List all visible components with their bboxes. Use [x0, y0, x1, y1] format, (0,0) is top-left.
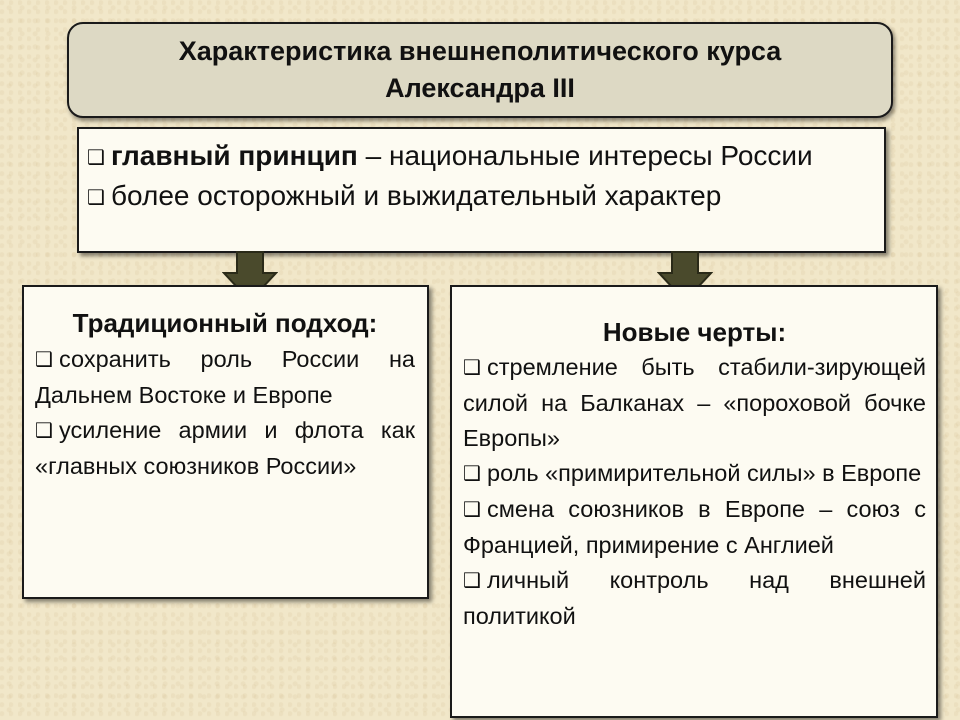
title-line-2: Александра III [385, 73, 575, 103]
title-line-1: Характеристика внешнеполитического курса [178, 36, 782, 66]
principle-box [77, 127, 886, 253]
traditional-item [35, 342, 415, 413]
new-features-item-text: стремление быть стабили-зирующей силой на Балканах – «пороховой бочке Европы» [463, 354, 926, 451]
checkbox-square-icon: ❑ [87, 187, 105, 209]
page-title [179, 33, 782, 107]
principle-item [87, 137, 874, 177]
principle-item-text: более осторожный и выжидательный характер [111, 180, 722, 211]
checkbox-square-icon: ❑ [35, 349, 53, 371]
new-features-item [463, 492, 926, 563]
checkbox-square-icon: ❑ [463, 499, 481, 521]
principle-item-text: – национальные интересы России [357, 140, 813, 171]
new-features-item-text: роль «примирительной силы» в Европе [487, 460, 922, 486]
new-features-box [450, 285, 938, 718]
new-features-item [463, 563, 926, 634]
principle-item-bold: главный принцип [111, 140, 358, 171]
traditional-item-text: усиление армии и флота как «главных союзников России» [35, 417, 415, 479]
new-features-item-text: личный контроль над внешней политикой [463, 567, 926, 629]
traditional-heading: Традиционный подход: [72, 308, 378, 338]
checkbox-square-icon: ❑ [463, 463, 481, 485]
principle-item [87, 177, 874, 217]
checkbox-square-icon: ❑ [87, 147, 105, 169]
title-box [67, 22, 893, 118]
traditional-approach-box [22, 285, 429, 599]
new-features-item [463, 456, 926, 492]
checkbox-square-icon: ❑ [35, 420, 53, 442]
new-features-heading: Новые черты: [602, 317, 787, 347]
checkbox-square-icon: ❑ [463, 570, 481, 592]
traditional-item [35, 413, 415, 484]
new-features-item-text: смена союзников в Европе – союз с Францией, примирение с Англией [463, 496, 926, 558]
traditional-item-text: сохранить роль России на Дальнем Востоке и Европе [35, 346, 415, 408]
new-features-item [463, 350, 926, 456]
checkbox-square-icon: ❑ [463, 357, 481, 379]
